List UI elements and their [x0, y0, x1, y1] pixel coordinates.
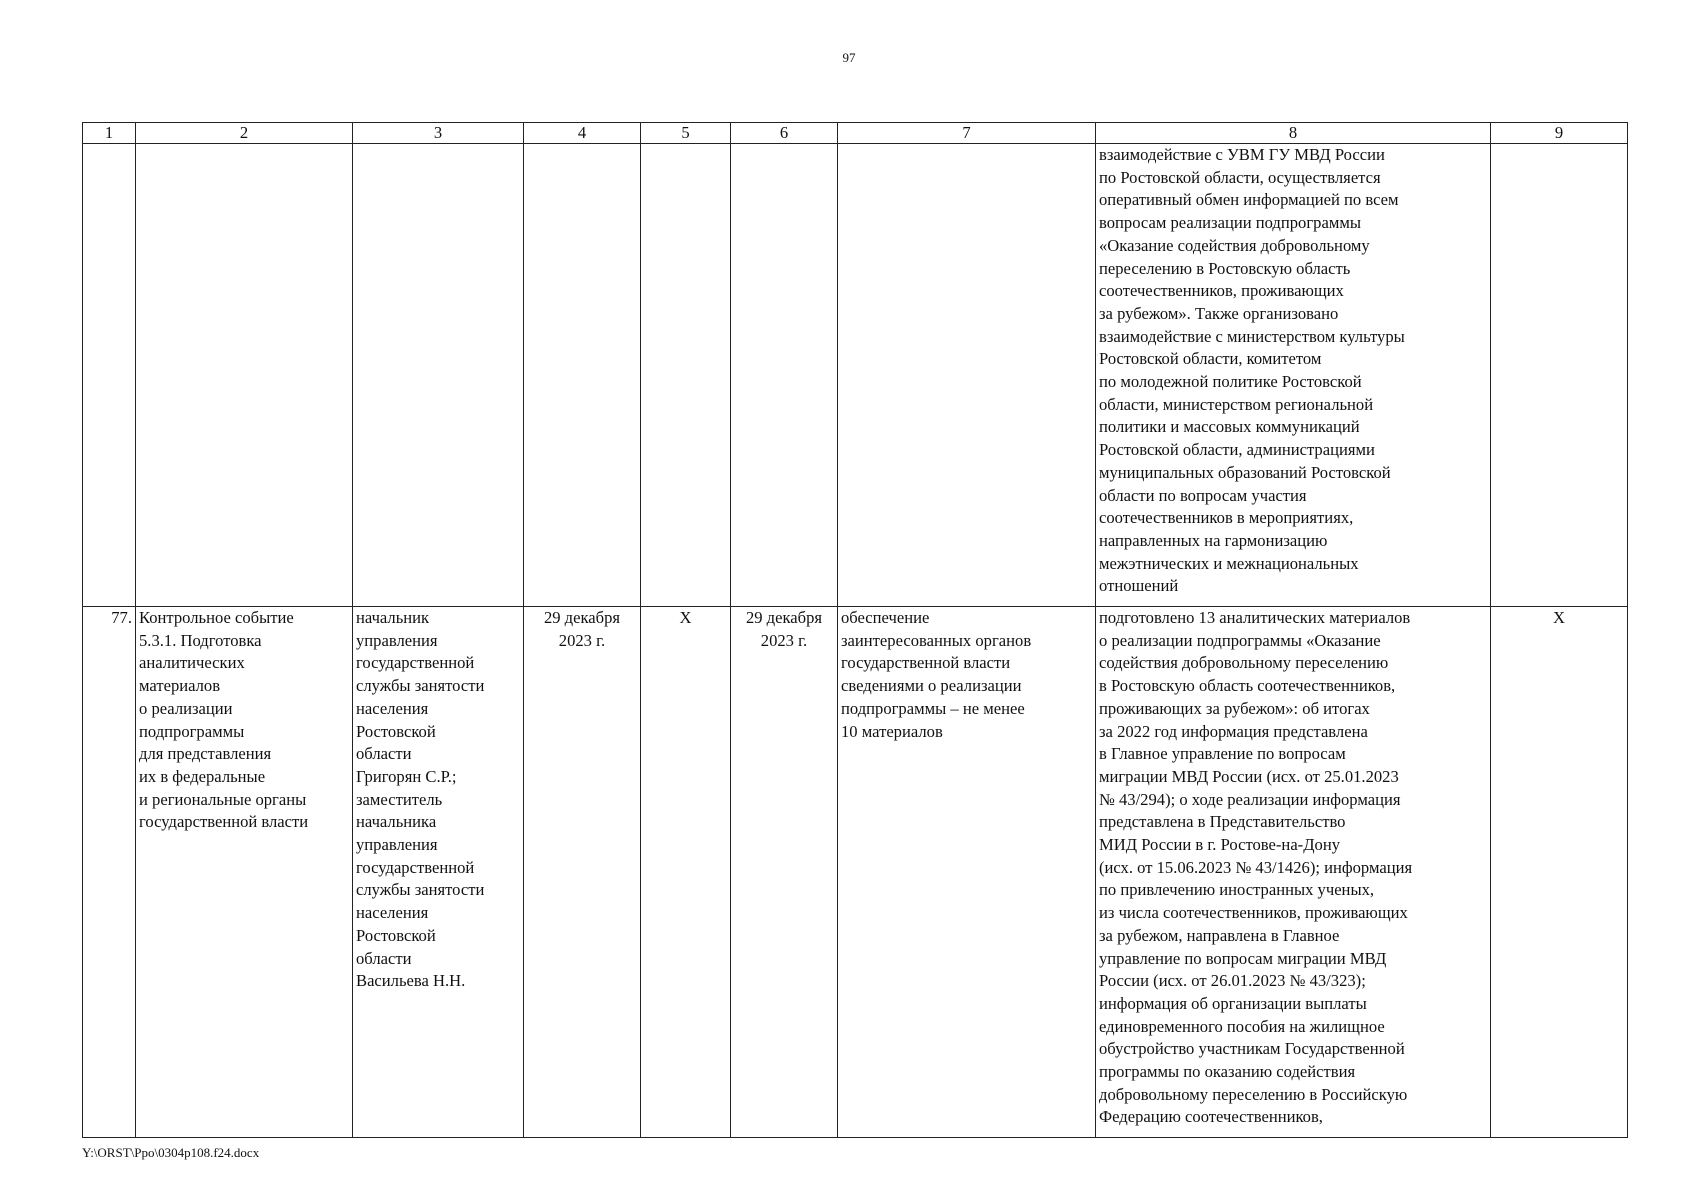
cell-responsible: [353, 144, 524, 607]
cell-actual-result: взаимодействие с УВМ ГУ МВД России по Ростовской области, осуществляется оперативный обмен информацией по всем вопросам реализации подпрограммы «Оказание содействия добровольному переселению в Ростовскую область соотечественников, проживающих за рубежом». Также организовано взаимодействие с министерством культуры Ростовской области, комитетом по молодежной политике Ростовской области, министерством региональной политики и массовых коммуникаций Ростовской области, администрациями муниципальных образований Ростовской области по вопросам участия соотечественников в мероприятиях, направленных на гармонизацию межэтнических и межнациональных отношений: [1096, 144, 1491, 607]
column-number: 1: [83, 123, 136, 144]
cell-number: [83, 144, 136, 607]
table-row-continuation: [83, 144, 1628, 607]
cell-planned-date: [524, 144, 641, 607]
column-number: 4: [524, 123, 641, 144]
column-number: 6: [731, 123, 838, 144]
column-number: 2: [136, 123, 353, 144]
cell-responsible: начальник управления государственной службы занятости населения Ростовской области Григорян С.Р.; заместитель начальника управления государственной службы занятости населения Ростовской области Васильева Н.Н.: [353, 607, 524, 1138]
column-number: 5: [641, 123, 731, 144]
cell-actual-date: 29 декабря 2023 г.: [731, 607, 838, 1138]
cell-expected-result: обеспечение заинтересованных органов государственной власти сведениями о реализации подпрограммы – не менее 10 материалов: [838, 607, 1096, 1138]
cell-col5: [641, 144, 731, 607]
column-number: 9: [1491, 123, 1628, 144]
cell-number: 77.: [83, 607, 136, 1138]
column-number: 8: [1096, 123, 1491, 144]
column-number: 7: [838, 123, 1096, 144]
cell-planned-date: 29 декабря 2023 г.: [524, 607, 641, 1138]
cell-col9: [1491, 144, 1628, 607]
column-number-row: [83, 123, 1628, 144]
table-row-77: [83, 607, 1628, 1138]
cell-col9: X: [1491, 607, 1628, 1138]
cell-event: Контрольное событие 5.3.1. Подготовка аналитических материалов о реализации подпрограммы для представления их в федеральные и региональные органы государственной власти: [136, 607, 353, 1138]
column-number: 3: [353, 123, 524, 144]
cell-actual-result: подготовлено 13 аналитических материалов о реализации подпрограммы «Оказание содействия добровольному переселению в Ростовскую область соотечественников, проживающих за рубежом»: об итогах за 2022 год информация представлена в Главное управление по вопросам миграции МВД России (исх. от 25.01.2023 № 43/294); о ходе реализации информация представлена в Представительство МИД России в г. Ростове-на-Дону (исх. от 15.06.2023 № 43/1426); информация по привлечению иностранных ученых, из числа соотечественников, проживающих за рубежом, направлена в Главное управление по вопросам миграции МВД России (исх. от 26.01.2023 № 43/323); информация об организации выплаты единовременного пособия на жилищное обустройство участникам Государственной программы по оказанию содействия добровольному переселению в Российскую Федерацию соотечественников,: [1096, 607, 1491, 1138]
page-number: 97: [842, 50, 856, 65]
cell-col5: X: [641, 607, 731, 1138]
footer-file-path: Y:\ORST\Ppo\0304p108.f24.docx: [82, 1145, 260, 1160]
report-table: [82, 122, 1628, 1138]
cell-expected-result: [838, 144, 1096, 607]
cell-event: [136, 144, 353, 607]
cell-actual-date: [731, 144, 838, 607]
